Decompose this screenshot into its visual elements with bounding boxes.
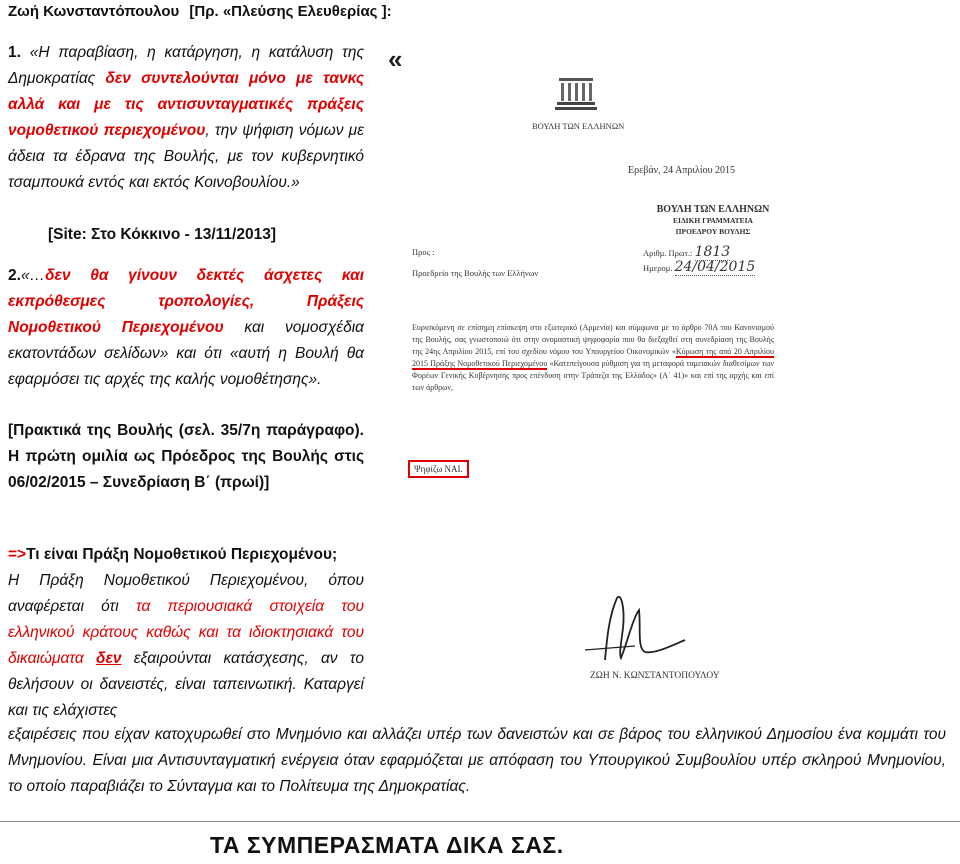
parliament-emblem-icon [555,75,597,113]
quote-1-number: 1. [8,44,21,61]
question-text-b: εξαιρούνται κατάσχεσης, αν το θελήσουν οι δανειστές, είναι ταπεινωτική. Καταργεί και τις ελάχιστες [8,650,364,719]
conclusion-heading: ΤΑ ΣΥΜΠΕΡΑΣΜΑΤΑ ΔΙΚΑ ΣΑΣ. [210,832,564,858]
question-red-a: τα περιουσιακά στοιχεία του ελληνικού κράτους καθώς και τα ιδιοκτησιακά του δικαιώματα [8,598,364,667]
document-body-b: «Κατεπείγουσα ρύθμιση για τη μεταφορά ταμειακών διαθεσίμων των Φορέων Γενικής Κυβέρνησης προς επένδυση στην Τράπεζα της Ελλάδος» (Α΄ 41)» και επί της αρχής και επί των άρθρων, [412,359,775,392]
vote-text: Ψηφίζω ΝΑΙ. [414,464,463,474]
quote-2-source: [Πρακτικά της Βουλής (σελ. 35/7η παράγραφο). Η πρώτη ομιλία ως Πρόεδρος της Βουλής στις 06/02/2015 – Συνεδρίαση Β΄ (πρωί)] [8,422,364,491]
author-name: Ζωή Κωνσταντόπουλου [8,3,180,20]
quote-mark: « [388,44,403,74]
org-dept-2: ΠΡΟΕΔΡΟΥ ΒΟΥΛΗΣ [675,227,751,236]
question-section [8,542,364,724]
document-body-highlight: Κύρωση της από 20 Απριλίου 2015 Πράξης Νομοθετικού Περιεχομένου [412,347,774,368]
org-name: ΒΟΥΛΗ ΤΩΝ ΕΛΛΗΝΩΝ [656,204,770,215]
quote-1-highlight: δεν συντελούνται μόνο με τανκς αλλά και με τις αντισυνταγματικές πράξεις νομοθετικού περιεχομένου [8,70,364,139]
quote-2 [8,263,364,393]
quote-2-text: και νομοσχέδια εκατοντάδων σελίδων» και ότι «αυτή η Βουλή θα εφαρμόσει τις αρχές της καλής νομοθέτησης». [8,319,364,388]
document-date [643,261,755,275]
arrow-marker: => [8,546,27,563]
recipient-label: Προς : [412,247,435,257]
vote-box [408,460,469,478]
org-block [643,204,783,237]
party-name: [Πρ. «Πλεύσης Ελευθερίας ]: [189,3,392,20]
question-continuation: εξαιρέσεις που είχαν κατοχυρωθεί στο Μνημόνιο και αλλάζει υπέρ των δανειστών και σε βάρος του ελληνικού Δημοσίου ένα κομμάτι του Μνημονίου. Είναι μια Αντισυνταγματική ενέργεια όταν εφαρμόζεται με απόφαση του Υπουργικού Συμβουλίου υπέρ σκληρού Μνημονίου, το οποίο παραβιάζει το Σύνταγμα και το Πολίτευμα της Δημοκρατίας. [8,726,946,795]
quote-1-open: « [29,44,39,61]
page-header [8,3,392,20]
quote-1-source: [Site: Στο Κόκκινο - 13/11/2013] [48,226,276,243]
question-red-b: δεν [95,650,122,667]
divider [0,821,960,822]
protocol-label: Αριθμ. Πρωτ.: [643,248,693,258]
emblem-caption: ΒΟΥΛΗ ΤΩΝ ΕΛΛΗΝΩΝ [532,121,625,131]
quote-2-highlight: δεν θα γίνουν δεκτές άσχετες και εκπρόθεσμες τροπολογίες, Πράξεις Νομοθετικού Περιεχομένου [8,267,364,336]
quote-2-number: 2. [8,267,21,284]
protocol-number [643,246,730,260]
recipient-value: Προεδρείο της Βουλής των Ελλήνων [412,268,539,278]
quote-1 [8,40,364,196]
document-date-label: Ημερομ. [643,263,673,273]
signature-icon [575,588,705,668]
quote-1-text-a: Η παραβίαση, η κατάργηση, η κατάλυση της Δημοκρατίας [8,44,364,87]
scanned-document [400,60,960,700]
org-dept-1: ΕΙΔΙΚΗ ΓΡΑΜΜΑΤΕΙΑ [673,216,753,225]
document-body-a: Ευρισκόμενη σε επίσημη επίσκεψη στο εξωτερικό (Αρμενία) και σύμφωνα με το άρθρο 70Α του Κανονισμού της Βουλής, σας γνωστοποιώ ότι στην ονομαστική ψηφοφορία που θα διεξαχθεί στη συνεδρίαση της Βουλής της 24ης Απριλίου 2015, επί του σχεδίου νόμου του Υπουργείου Οικονομικών « [412,323,774,356]
signature-name: ΖΩΗ Ν. ΚΩΝΣΤΑΝΤΟΠΟΥΛΟΥ [590,671,720,681]
question-text-a: Η Πράξη Νομοθετικού Περιεχομένου, όπου αναφέρεται ότι [8,572,364,615]
place-date: Ερεβάν, 24 Απριλίου 2015 [628,165,736,176]
document-date-value: 24/04/2015 [674,259,756,275]
question-heading: Τι είναι Πράξη Νομοθετικού Περιεχομένου; [26,546,338,563]
document-body [412,322,774,394]
quote-2-open: «… [20,267,46,284]
protocol-value: 1813 [694,244,731,260]
quote-1-text-b: , την ψήφιση νόμων με άδεια τα έδρανα της Βουλής, με τον κυβερνητικό τσαμπουκά εντός και εκτός Κοινοβουλίου.» [8,122,364,191]
